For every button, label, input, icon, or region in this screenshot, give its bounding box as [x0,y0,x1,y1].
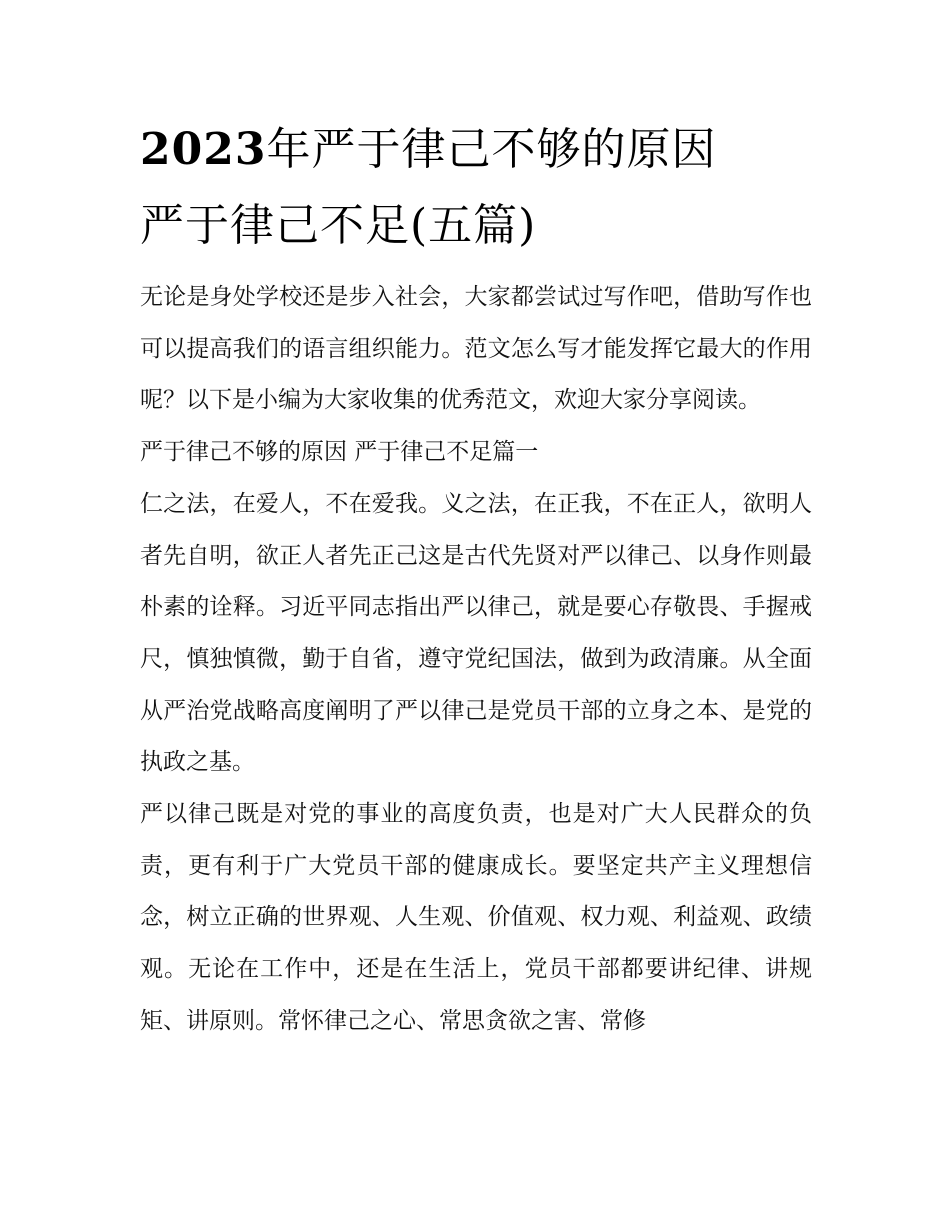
title-year: 2023 [140,124,267,175]
body-paragraph-2: 严以律己既是对党的事业的高度负责，也是对广大人民群众的负责，更有利于广大党员干部的健康成长。要坚定共产主义理想信念，树立正确的世界观、人生观、价值观、权力观、利益观、政绩观。无论在工作中，还是在生活上，党员干部都要讲纪律、讲规矩、讲原则。常怀律己之心、常思贪欲之害、常修 [140,801,812,1034]
body-paragraph-1: 仁之法，在爱人，不在爱我。义之法，在正我，不在正人，欲明人者先自明，欲正人者先正己这是古代先贤对严以律己、以身作则最朴素的诠释。习近平同志指出严以律己，就是要心存敬畏、手握戒尺，慎独慎微，勤于自省，遵守党纪国法，做到为政清廉。从全面从严治党战略高度阐明了严以律己是党员干部的立身之本、是党的执政之基。 [140,490,812,776]
document-title [140,112,820,264]
intro-paragraph: 无论是身处学校还是步入社会，大家都尝试过写作吧，借助写作也可以提高我们的语言组织能力。范文怎么写才能发挥它最大的作用呢？以下是小编为大家收集的优秀范文，欢迎大家分享阅读。 [140,284,812,414]
title-line-2: 严于律己不足(五篇) [140,200,537,251]
document-body [140,272,812,1048]
title-line-1-text: 年严于律己不够的原因 [266,124,717,175]
title-line-1 [140,112,820,188]
section-heading: 严于律己不够的原因 严于律己不足篇一 [140,439,539,466]
